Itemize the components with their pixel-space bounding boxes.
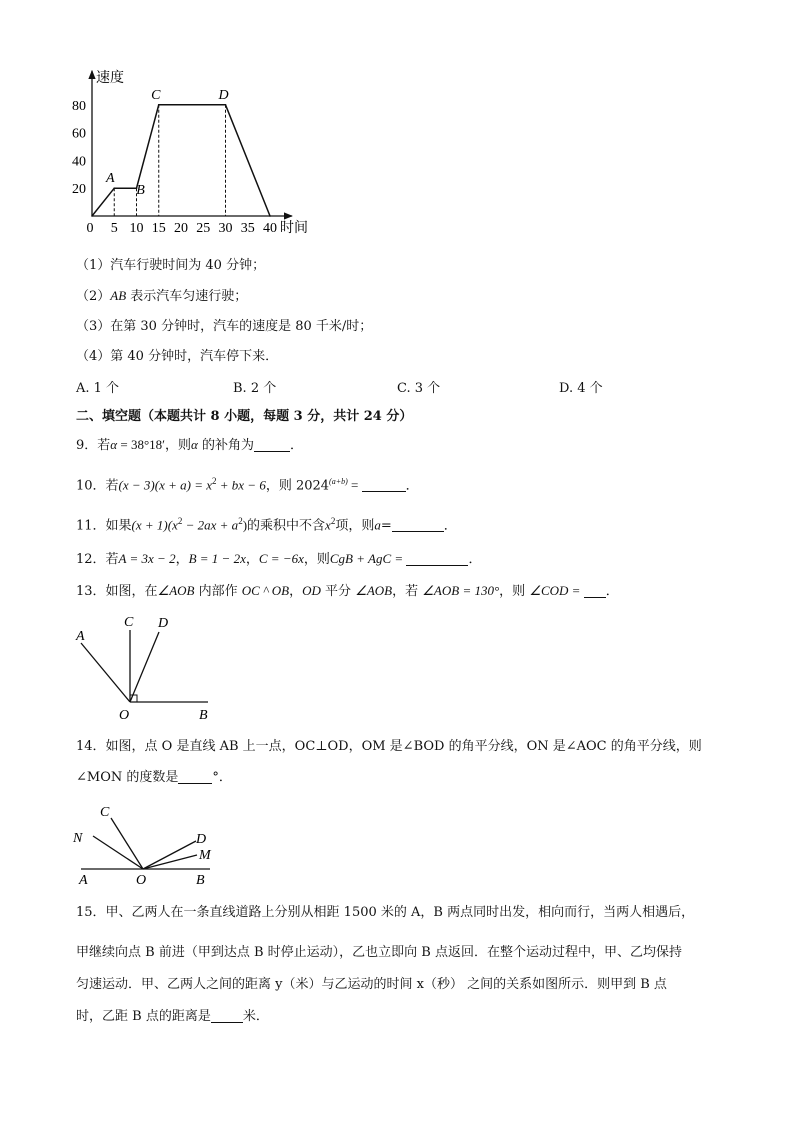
- q9-text3: 的补角为: [197, 438, 254, 453]
- question-15-line-4: [76, 1008, 269, 1026]
- q8-option-b[interactable]: B. 2 个: [233, 381, 277, 396]
- question-13: [76, 582, 619, 601]
- q11-text: 11．如果: [76, 518, 132, 534]
- label-d: D: [196, 832, 207, 847]
- question-11: [76, 512, 457, 535]
- q9-alpha-2: α: [191, 437, 198, 452]
- point-label-a: A: [105, 171, 115, 187]
- label-n: N: [73, 831, 83, 846]
- speed-time-chart: [0, 0, 794, 250]
- q11-eq: =: [380, 518, 392, 534]
- point-label-b: B: [136, 183, 145, 199]
- label-c: C: [100, 805, 110, 820]
- ray-om: [143, 855, 197, 869]
- q13-end: ．: [605, 584, 619, 599]
- y-tick-label: 80: [72, 98, 86, 114]
- label-o: O: [136, 873, 147, 888]
- q8-statement-3: （3）在第 30 分钟时，汽车的速度是 80 千米/时；: [76, 319, 373, 334]
- q8-statement-4: （4）第 40 分钟时，汽车停下来．: [76, 349, 279, 364]
- q8-option-c[interactable]: C. 3 个: [397, 381, 441, 396]
- q10-expr2: + bx − 6: [216, 477, 266, 493]
- q12-expr: CgB + AgC =: [329, 551, 407, 566]
- x-tick-label: 25: [196, 221, 211, 236]
- q13-angle1: ∠AOB: [157, 583, 195, 598]
- data-point: [269, 215, 271, 217]
- point-label-c: C: [151, 87, 161, 103]
- q13-answer-blank[interactable]: [584, 583, 606, 598]
- y-tick-label: 40: [72, 154, 86, 170]
- question-14-line-1: 14．如图，点 O 是直线 AB 上一点，OC⊥OD，OM 是∠BOD 的角平分线，ON 是∠AOC 的角平分线，则: [76, 739, 702, 754]
- x-tick-label: 0: [86, 221, 94, 236]
- q11-x: x: [325, 517, 331, 533]
- label-c: C: [124, 615, 134, 630]
- q13-od: OD: [302, 583, 321, 598]
- ray-oc: [111, 818, 143, 869]
- figure-14-angle-diagram: [60, 798, 230, 890]
- q15-answer-blank[interactable]: [211, 1008, 243, 1023]
- x-tick-label: 20: [174, 221, 188, 236]
- data-point: [225, 104, 227, 106]
- question-15-line-3: 匀速运动．甲、乙两人之间的距离 y（米）与乙运动的时间 x（秒） 之间的关系如图所示．则甲到 B 点: [76, 977, 667, 992]
- q12-c-def: C = −6x: [258, 551, 304, 566]
- data-point: [113, 187, 115, 189]
- q10-eq: =: [347, 477, 362, 493]
- question-14-line-2: [76, 769, 232, 787]
- q12-text2: ，则: [303, 552, 330, 567]
- y-axis-label: 速度: [96, 70, 124, 86]
- speed-series-line: [92, 105, 270, 216]
- q14-end: °．: [212, 770, 232, 785]
- q9-alpha: α: [110, 437, 118, 452]
- q15-end: 米．: [242, 1009, 269, 1024]
- q10-exp: 2: [212, 476, 217, 486]
- point-label-d: D: [218, 87, 229, 103]
- q11-answer-blank[interactable]: [392, 517, 444, 532]
- q8-statement-2: [76, 287, 247, 306]
- q11-text3: 项，则: [335, 518, 375, 534]
- q13-text3: 平分: [320, 584, 356, 599]
- q14-answer-blank[interactable]: [178, 769, 212, 784]
- q13-text: 13．如图，在: [76, 584, 158, 599]
- label-d: D: [158, 616, 169, 631]
- x-tick-label: 10: [129, 221, 144, 236]
- q13-text5: ，则: [499, 584, 530, 599]
- q9-answer-blank[interactable]: [254, 437, 290, 452]
- q11-expr1: (x + 1)(x: [131, 517, 178, 533]
- x-tick-label: 40: [263, 221, 277, 236]
- q13-given: ∠AOB = 130°: [422, 583, 500, 598]
- q13-perp: OC ^ OB: [241, 583, 290, 598]
- label-a: A: [76, 629, 85, 644]
- q9-end: ．: [289, 438, 303, 453]
- q11-expr2: − 2ax + a: [182, 517, 239, 533]
- q11-end: ．: [443, 518, 457, 534]
- q9-text: 9．若: [76, 438, 111, 453]
- ray-oa: [81, 643, 130, 702]
- question-10: [76, 472, 419, 495]
- q8-s2-segment: AB: [110, 288, 127, 303]
- q12-sep1: ，: [175, 552, 189, 567]
- label-m: M: [199, 848, 211, 863]
- q9-value: = 38°18′: [117, 437, 165, 452]
- label-b: B: [199, 708, 208, 723]
- q10-end: ．: [405, 478, 419, 494]
- x-tick-label: 15: [151, 221, 166, 236]
- label-a: A: [79, 873, 88, 888]
- q14-text: ∠MON 的度数是: [76, 770, 179, 785]
- y-tick-label: 20: [72, 182, 86, 198]
- q11-expr3: ): [242, 517, 248, 533]
- question-9: [76, 436, 303, 455]
- q13-asked: ∠COD =: [529, 583, 584, 598]
- q13-angle2: ∠AOB: [355, 583, 393, 598]
- figure-13-angle-diagram: [60, 608, 230, 726]
- q8-option-a[interactable]: A. 1 个: [76, 381, 120, 396]
- ray-od: [130, 632, 159, 702]
- q10-expr: (x − 3)(x + a) = x: [118, 477, 212, 493]
- y-tick-label: 60: [72, 126, 86, 142]
- q10-text: 10．若: [76, 478, 119, 494]
- q12-b-def: B = 1 − 2x: [188, 551, 246, 566]
- question-12: [76, 550, 481, 569]
- x-tick-label: 5: [110, 221, 118, 236]
- question-15-line-1: 15．甲、乙两人在一条直线道路上分别从相距 1500 米的 A，B 两点同时出发，相向而行，当两人相遇后，: [76, 905, 695, 920]
- q8-option-d[interactable]: D. 4 个: [559, 381, 603, 396]
- q11-text2: 的乘积中不含: [247, 518, 326, 534]
- q15-text: 时，乙距 B 点的距离是: [76, 1009, 211, 1024]
- q10-answer-blank[interactable]: [362, 477, 406, 492]
- q11-exp2: 2: [238, 516, 243, 526]
- q11-exp3: 2: [330, 516, 336, 526]
- q12-a-def: A = 3x − 2: [118, 551, 176, 566]
- data-point: [158, 104, 160, 106]
- label-b: B: [196, 873, 205, 888]
- ray-on: [93, 836, 143, 869]
- ray-od: [143, 841, 196, 869]
- q13-text4: ，若: [392, 584, 423, 599]
- question-15-line-2: 甲继续向点 B 前进（甲到达点 B 时停止运动），乙也立即向 B 点返回．在整个运动过程中，甲、乙均保持: [76, 945, 682, 960]
- q11-exp1: 2: [177, 516, 183, 526]
- q13-sep: ，: [289, 584, 303, 599]
- q13-text2: 内部作: [194, 584, 242, 599]
- q8-s2-suffix: 表示汽车匀速行驶；: [126, 289, 248, 304]
- q12-answer-blank[interactable]: [406, 551, 468, 566]
- q12-text: 12．若: [76, 552, 119, 567]
- section-2-title: 二、填空题（本题共计 8 小题，每题 3 分，共计 24 分）: [76, 409, 413, 424]
- q8-statement-1: （1）汽车行驶时间为 40 分钟；: [76, 258, 266, 273]
- q12-end: ．: [468, 552, 482, 567]
- q9-text2: ，则: [164, 438, 191, 453]
- q10-power: (a+b): [329, 477, 348, 486]
- q8-s2-prefix: （2）: [76, 289, 111, 304]
- x-tick-label: 30: [218, 221, 233, 236]
- label-o: O: [119, 708, 130, 723]
- data-point: [91, 215, 93, 217]
- q10-text2: ，则 2024: [265, 478, 330, 494]
- q11-a: a: [374, 517, 381, 533]
- x-tick-label: 35: [240, 221, 255, 236]
- q12-sep2: ，: [245, 552, 259, 567]
- x-axis-label: 时间: [280, 221, 308, 236]
